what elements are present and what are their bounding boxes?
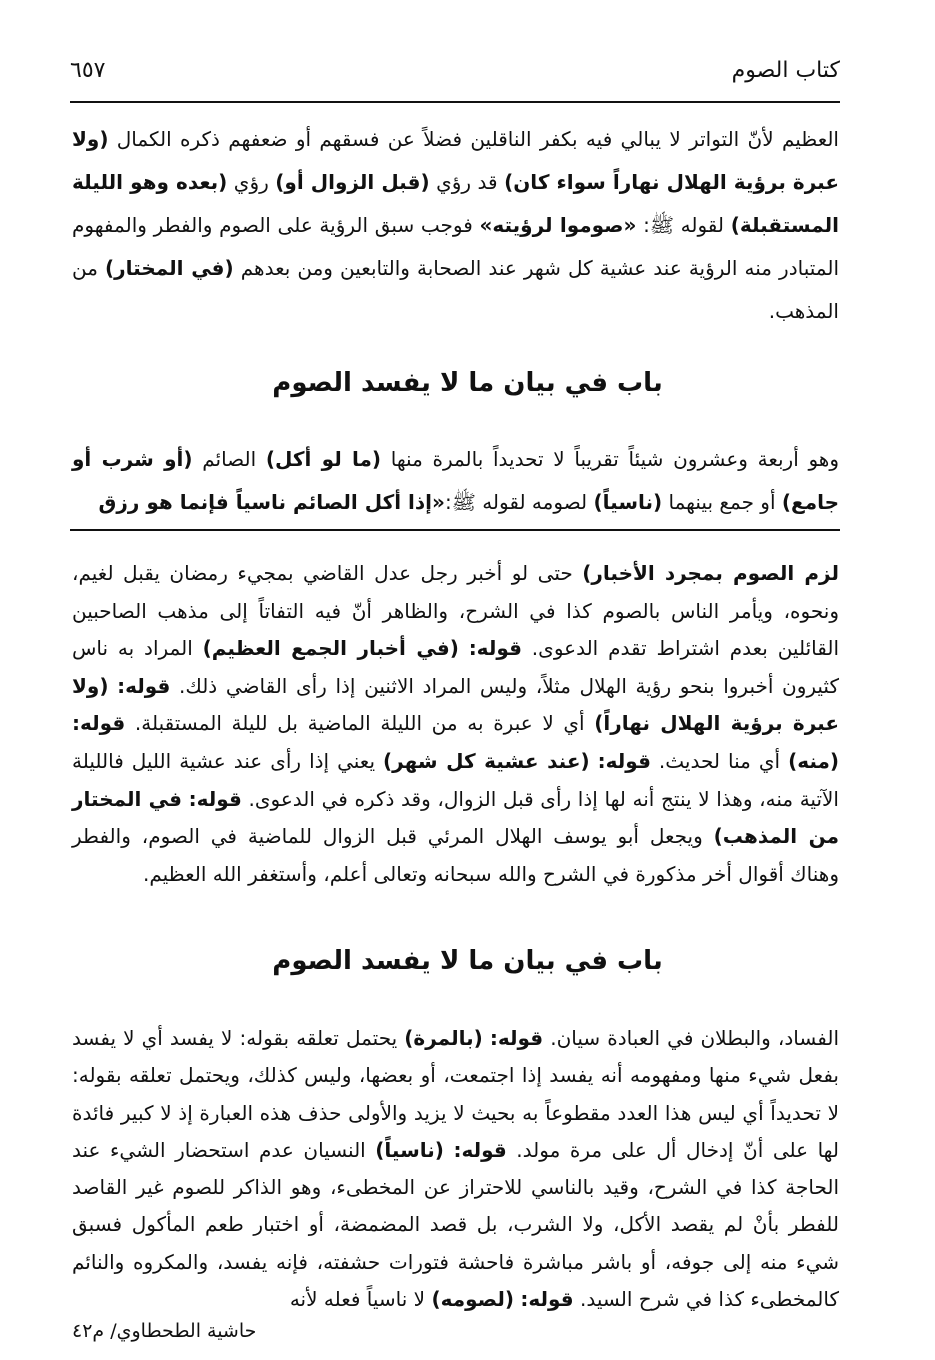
bold-text-run: قوله: bbox=[489, 1026, 544, 1050]
text-run bbox=[182, 787, 189, 811]
bold-text-run: (ناسياً) bbox=[593, 490, 663, 514]
bold-text-run: (ولا عبرة برؤية الهلال نهاراً سواء كان) bbox=[72, 127, 839, 194]
bold-text-run: قوله: bbox=[468, 636, 522, 661]
text-run: لا ناسياً فعله لأنه bbox=[289, 1287, 432, 1312]
bold-text-run: (عند عشية كل شهر) bbox=[383, 748, 590, 773]
bold-text-run: (في أخبار الجمع العظيم) bbox=[202, 636, 459, 661]
bold-text-run: (بالمرة) bbox=[404, 1026, 483, 1050]
text-run: من المذهب. bbox=[72, 256, 839, 323]
text-run: أي لا عبرة به من الليلة الماضية بل لليلة المستقبلة. bbox=[125, 711, 595, 736]
bold-text-run: لزم الصوم بمجرد الأخبار) bbox=[582, 561, 839, 585]
header-rule bbox=[70, 101, 840, 103]
signature-mark: حاشية الطحطاوي/ م٤٢ bbox=[72, 1320, 257, 1342]
text-run bbox=[590, 749, 598, 773]
text-run: الفساد، والبطلان في العبادة سيان. bbox=[543, 1026, 839, 1050]
running-title: كتاب الصوم bbox=[731, 58, 840, 83]
bold-text-run: قوله: bbox=[117, 673, 171, 698]
text-run: أو جمع بينهما bbox=[662, 490, 782, 514]
bold-text-run: «صوموا لرؤيته» bbox=[479, 213, 637, 237]
text-run: العظيم لأنّ التواتر لا يبالي فيه بكفر الناقلين فضلاً عن فسقهم أو ضعفهم ذكره الكمال bbox=[108, 127, 839, 151]
bold-text-run: (ما لو أكل) bbox=[265, 447, 382, 471]
commentary-paragraph bbox=[72, 555, 839, 893]
bold-text-run: قوله: bbox=[520, 1287, 574, 1312]
chapter-heading: باب في بيان ما لا يفسد الصوم bbox=[272, 368, 663, 398]
bold-text-run: «إذا أكل الصائم ناسياً فإنما هو رزق bbox=[98, 490, 445, 514]
bold-text-run: قوله: bbox=[597, 748, 651, 773]
text-run: رؤي bbox=[227, 170, 276, 194]
bold-text-run: قوله: bbox=[188, 786, 242, 811]
bold-text-run: (قبل الزوال أو) bbox=[275, 170, 430, 194]
text-run: يحتمل تعلقه بقوله: لا يفسد أي لا يفسد بفعل شيء منها ومفهومه أنه يفسد إذا اجتمعت، أو بعضها، وليس كذلك، ويحتمل تعلقه بقوله: لا تحديداً أي ليس هذا العدد مقطوعاً به بحيث لا يزيد والأولى حذف هذه العبارة إذ لا كبير فائدة لها على أنّ إدخال أل على مرة مولد. bbox=[72, 1026, 839, 1162]
bold-text-run: (منه) bbox=[788, 748, 840, 773]
text-run: لقوله ﷺ: bbox=[636, 213, 731, 237]
text-run: فوجب سبق الرؤية على الصوم والفطر والمفهوم المتبادر منه الرؤية عند عشية كل شهر عند الصحابة والتابعين ومن بعدهم bbox=[72, 213, 839, 280]
main-paragraph bbox=[72, 118, 839, 333]
commentary-rule bbox=[70, 529, 840, 531]
text-run: المراد به ناس كثيرون أخبروا بنحو رؤية الهلال مثلاً، وليس المراد الاثنين إذا رأى القاضي ذلك. bbox=[72, 636, 839, 698]
bold-text-run: (ناسياً) bbox=[375, 1137, 444, 1162]
text-run: لصومه لقوله ﷺ: bbox=[444, 490, 594, 514]
bold-text-run: في المختار من المذهب) bbox=[72, 786, 839, 849]
text-run bbox=[483, 1026, 490, 1050]
bold-text-run: (في المختار) bbox=[105, 256, 234, 280]
text-run: النسيان عدم استحضار الشيء عند الحاجة كذا في الشرح، وقيد بالناسي للاحتراز عن المخطىء، وهو الذاكر للصوم غير القاصد للفطر بأنْ لم يقصد الأكل، ولا الشرب، بل قصد المضمضة، أو اختبار طعم المأكول فسبق شيء منه إلى جوفه، أو باشر مباشرة فاحشة فتورات حشفته، فإنه يفسد، والمكروه والنائم كالمخطىء كذا في شرح السيد. bbox=[72, 1137, 839, 1312]
page-header bbox=[70, 52, 840, 92]
page-number: ٦٥٧ bbox=[70, 58, 106, 83]
main-text-chapter bbox=[72, 438, 839, 524]
bold-text-run: قوله: bbox=[72, 711, 126, 736]
text-run: الصائم bbox=[192, 447, 266, 471]
commentary-chapter-heading: باب في بيان ما لا يفسد الصوم bbox=[272, 946, 663, 976]
main-text-top bbox=[72, 118, 839, 333]
bold-text-run: قوله: bbox=[453, 1137, 507, 1162]
text-run: قد رؤي bbox=[429, 170, 505, 194]
commentary-text-1 bbox=[72, 555, 839, 893]
bold-text-run: (لصومه) bbox=[431, 1287, 515, 1312]
bold-text-run: (ولا عبرة برؤية الهلال نهاراً) bbox=[72, 673, 839, 736]
text-run: أي منا لحديث. bbox=[650, 748, 789, 773]
text-run bbox=[108, 674, 117, 698]
commentary-text-2 bbox=[72, 1020, 839, 1318]
text-run: حتى لو أخبر رجل عدل القاضي بمجيء رمضان يقبل لغيم، ونحوه، ويأمر الناس بالصوم كذا في الشرح، والظاهر أنّ فيه التفاتاً إلى مذهب الصاحبين القائلين بعدم اشتراط تقدم الدعوى. bbox=[72, 561, 839, 661]
commentary-paragraph bbox=[72, 1020, 839, 1318]
text-run: ويجعل أبو يوسف الهلال المرئي قبل الزوال للماضية في الصوم، والفطر وهناك أقوال أخر مذكورة في الشرح والله سبحانه وتعالى أعلم، وأستغفر الله العظيم. bbox=[72, 824, 839, 886]
text-run: يعني إذا رأى عند عشية الليل فالليلة الآتية منه، وهذا لا ينتج أنه لها إذا رأى قبل الزوال، وقد ذكره في الدعوى. bbox=[72, 748, 839, 811]
text-run bbox=[459, 636, 469, 660]
text-run: وهو أربعة وعشرون شيئاً تقريباً لا تحديداً بالمرة منها bbox=[381, 447, 839, 471]
bold-text-run: (أو شرب أو جامع) bbox=[72, 447, 839, 514]
chapter-paragraph bbox=[72, 438, 839, 524]
bold-text-run: (بعده وهو الليلة المستقبلة) bbox=[72, 170, 839, 237]
